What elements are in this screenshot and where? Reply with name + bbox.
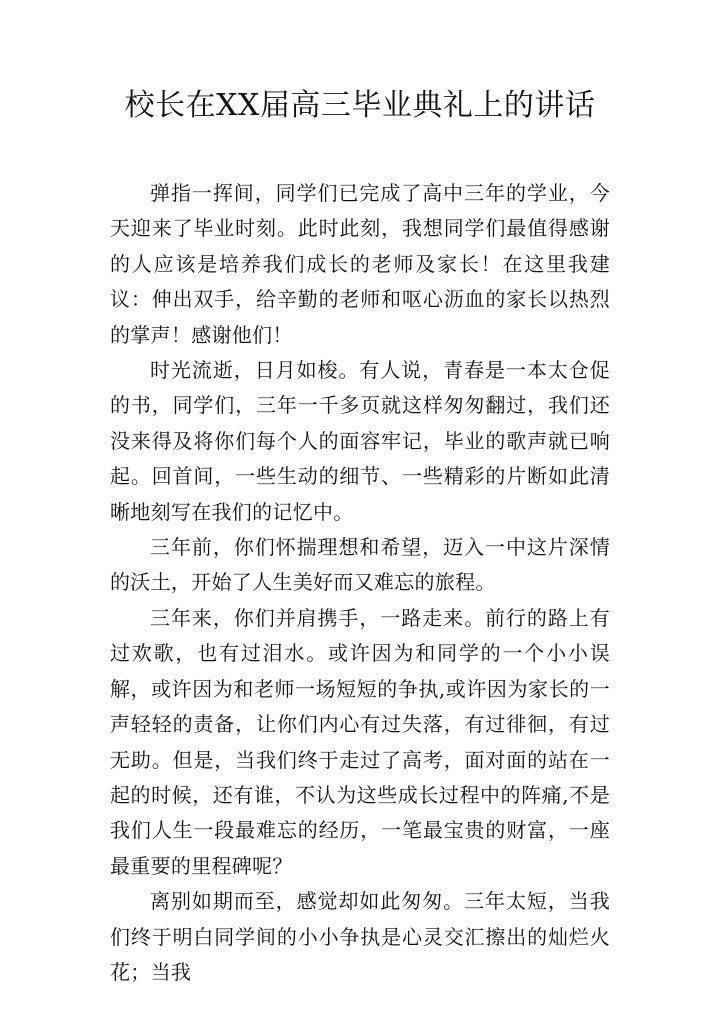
document-title: 校长在XX届高三毕业典礼上的讲话 <box>124 88 596 123</box>
paragraph-3: 三年前，你们怀揣理想和希望，迈入一中这片深情的沃土，开始了人生美好而又难忘的旅程。 <box>110 535 610 595</box>
paragraph-4: 三年来，你们并肩携手，一路走来。前行的路上有过欢歌，也有过泪水。或许因为和同学的一个小小误解，或许因为和老师一场短短的争执,或许因为家长的一声轻轻的责备，让你们内心有过失落，有过徘徊，有过无助。但是，当我们终于走过了高考，面对面的站在一起的时候，还有谁，不认为这些成长过程中的阵痛,不是我们人生一段最难忘的经历，一笔最宝贵的财富，一座最重要的里程碑呢？ <box>110 605 610 878</box>
paragraph-2: 时光流逝，日月如梭。有人说，青春是一本太仓促的书，同学们，三年一千多页就这样匆匆翻过，我们还没来得及将你们每个人的面容牢记，毕业的歌声就已响起。回首间，一些生动的细节、一些精彩的片断如此清晰地刻写在我们的记忆中。 <box>110 358 610 524</box>
document-body <box>110 176 610 990</box>
paragraph-1: 弹指一挥间，同学们已完成了高中三年的学业，今天迎来了毕业时刻。此时此刻，我想同学们最值得感谢的人应该是培养我们成长的老师及家长！在这里我建议：伸出双手，给辛勤的老师和呕心沥血的家长以热烈的掌声！感谢他们！ <box>110 181 610 347</box>
paragraph-5: 离别如期而至，感觉却如此匆匆。三年太短，当我们终于明白同学间的小小争执是心灵交汇擦出的灿烂火花；当我 <box>110 889 610 984</box>
